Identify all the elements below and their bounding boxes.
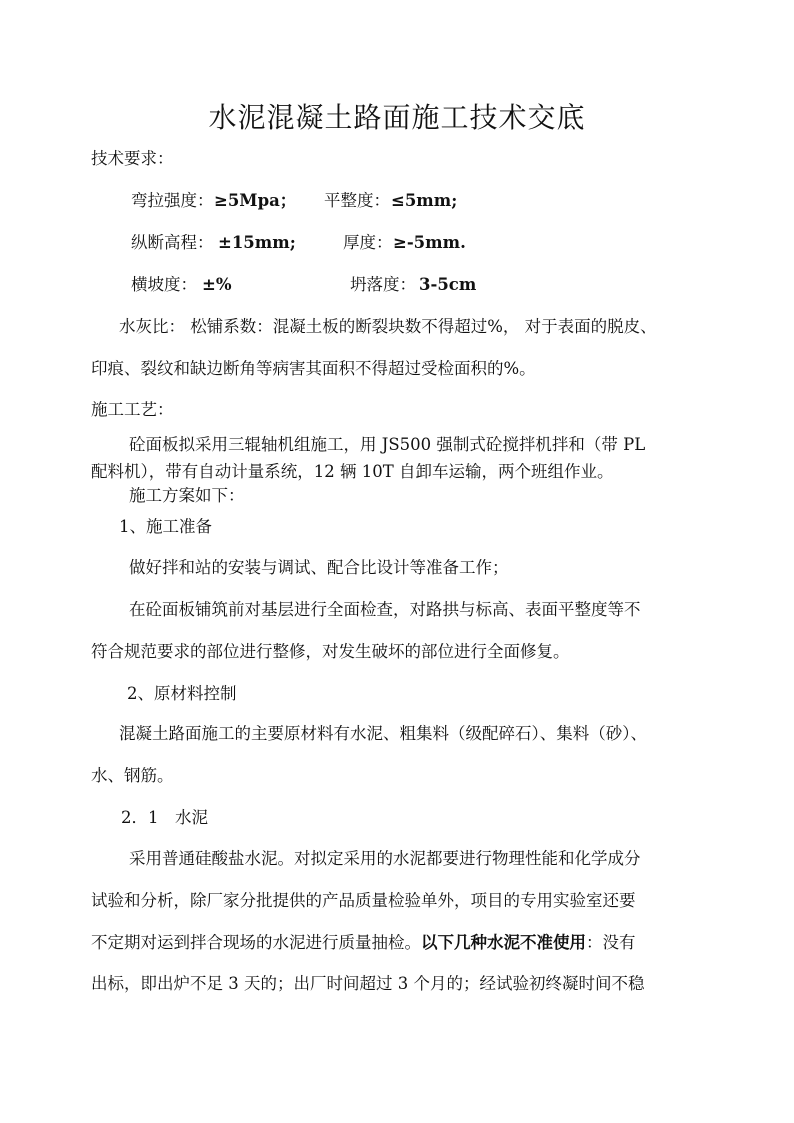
spec-flatness-label: 平整度： bbox=[324, 191, 390, 210]
section-1-paragraph-2-line-1: 在砼面板铺筑前对基层进行全面检查，对路拱与标高、表面平整度等不 bbox=[129, 600, 641, 619]
spec-thickness-label: 厚度： bbox=[343, 233, 393, 252]
spec-slump-value: 3-5cm bbox=[419, 275, 477, 294]
section-1-paragraph-1: 做好拌和站的安装与调试、配合比设计等准备工作； bbox=[129, 558, 509, 577]
document-title: 水泥混凝土路面施工技术交底 bbox=[208, 101, 586, 134]
section-2-1-heading: 2．1 水泥 bbox=[121, 808, 208, 827]
spec-elevation-label: 纵断高程： bbox=[131, 233, 214, 252]
section-2-line-2: 水、钢筋。 bbox=[91, 766, 174, 785]
section-2-1-line-3 bbox=[91, 932, 636, 954]
spec-cross-slope-value: ±% bbox=[202, 275, 232, 294]
wc-ratio-line-2: 印痕、裂纹和缺边断角等病害其面积不得超过受检面积的%。 bbox=[91, 359, 536, 378]
banned-cement-emphasis: 以下几种水泥不准使用 bbox=[421, 933, 586, 952]
section-1-heading: 1、施工准备 bbox=[119, 517, 212, 536]
spec-flexural-value: ≥5Mpa； bbox=[214, 191, 297, 210]
process-heading: 施工工艺： bbox=[91, 400, 174, 419]
process-line-2: 配料机），带有自动计量系统，12 辆 10T 自卸车运输，两个班组作业。 bbox=[91, 462, 614, 481]
section-2-1-line-3-text: 不定期对运到拌合现场的水泥进行质量抽检。 bbox=[91, 933, 421, 952]
section-2-1-line-2: 试验和分析，除厂家分批提供的产品质量检验单外，项目的专用实验室还要 bbox=[91, 891, 636, 910]
section-2-heading: 2、原材料控制 bbox=[127, 684, 237, 703]
section-1-paragraph-2-line-2: 符合规范要求的部位进行整修，对发生破坏的部位进行全面修复。 bbox=[91, 642, 570, 661]
tech-requirements-heading: 技术要求： bbox=[91, 149, 174, 168]
spec-thickness-value: ≥-5mm. bbox=[393, 233, 466, 252]
section-2-1-line-4: 出标，即出炉不足 3 天的；出厂时间超过 3 个月的；经试验初终凝时间不稳 bbox=[91, 974, 645, 993]
section-2-1-line-3-tail: ：没有 bbox=[586, 933, 636, 952]
spec-cross-slope-label: 横坡度： bbox=[131, 275, 197, 294]
plan-intro: 施工方案如下： bbox=[129, 486, 245, 505]
spec-elevation-value: ±15mm; bbox=[218, 233, 296, 252]
spec-flexural-label: 弯拉强度： bbox=[131, 191, 214, 210]
wc-ratio-line-1: 水灰比： 松铺系数：混凝土板的断裂块数不得超过%， 对于表面的脱皮、 bbox=[119, 317, 657, 336]
spec-flatness-value: ≤5mm; bbox=[391, 191, 458, 210]
section-2-1-line-1: 采用普通硅酸盐水泥。对拟定采用的水泥都要进行物理性能和化学成分 bbox=[129, 849, 641, 868]
section-2-line-1: 混凝土路面施工的主要原材料有水泥、粗集料（级配碎石）、集料（砂）、 bbox=[119, 724, 647, 743]
process-line-1: 砼面板拟采用三辊轴机组施工，用 JS500 强制式砼搅拌机拌和（带 PL bbox=[129, 435, 646, 454]
spec-slump-label: 坍落度： bbox=[350, 275, 416, 294]
